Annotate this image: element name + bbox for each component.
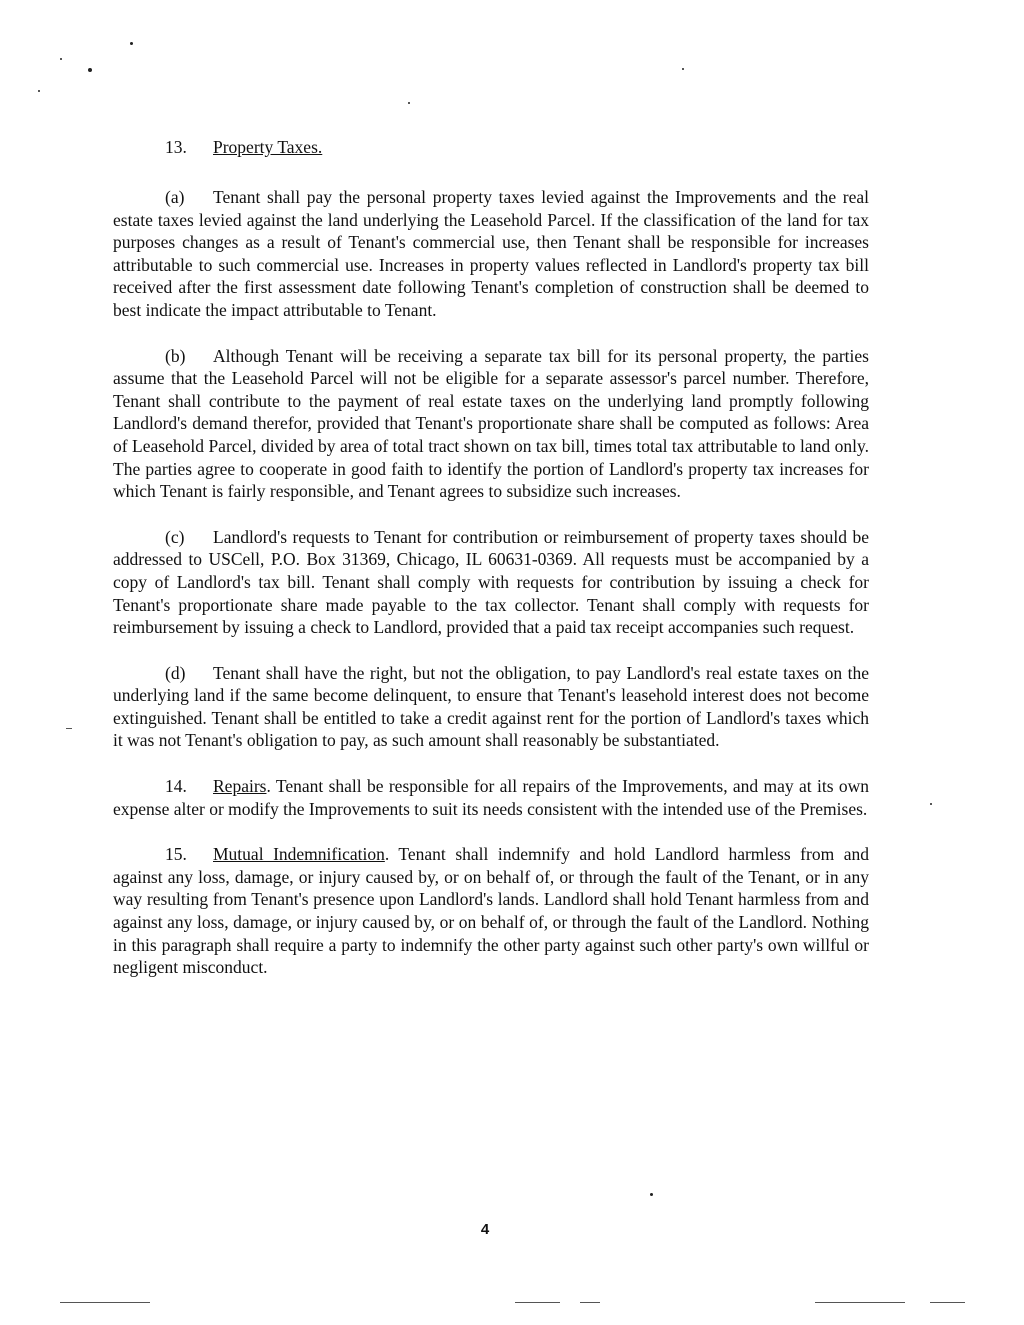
section-15 bbox=[113, 843, 869, 979]
section-13-title: Property Taxes. bbox=[213, 137, 323, 157]
paragraph-label: (b) bbox=[165, 345, 186, 366]
scan-speck bbox=[88, 68, 92, 72]
scan-speck bbox=[930, 803, 932, 805]
section-14-number: 14. bbox=[165, 776, 187, 797]
section-13-number: 13. bbox=[165, 137, 187, 157]
paragraph-13c bbox=[113, 526, 869, 639]
paragraph-text: Although Tenant will be receiving a separate tax bill for its personal property, the parties assume that the Leasehold Parcel will not be eligible for a separate assessor's parcel number. Therefore, Tenant shall contribute to the payment of real estate taxes on the underlying land promptly following Landlord's demand therefor, provided that Tenant's proportionate share shall be computed as follows: Area of Leasehold Parcel, divided by area of total tract shown on tax bill, times total tax attributable to land only. The parties agree to cooperate in good faith to identify the portion of Landlord's property tax increases for which Tenant is fairly responsible, and Tenant agrees to subsidize such increases. bbox=[113, 345, 869, 502]
paragraph-13d bbox=[113, 662, 869, 752]
scan-speck bbox=[682, 68, 684, 70]
section-15-number: 15. bbox=[165, 844, 187, 865]
paragraph-label: (d) bbox=[165, 662, 186, 683]
section-14-text: . Tenant shall be responsible for all repairs of the Improvements, and may at its own expense alter or modify the Improvements to suit its needs consistent with the intended use of the Premises. bbox=[113, 776, 869, 819]
scan-edge-mark bbox=[815, 1302, 905, 1303]
paragraph-text: Tenant shall pay the personal property taxes levied against the Improvements and the real estate taxes levied against the land underlying the Leasehold Parcel. If the classification of the land for tax purposes changes as a result of Tenant's commercial use, then Tenant shall be responsible for increases attributable to such commercial use. Increases in property values reflected in Landlord's property tax bill received after the first assessment date following Tenant's completion of construction shall be deemed to best indicate the impact attributable to Tenant. bbox=[113, 187, 869, 320]
scan-edge-mark bbox=[580, 1302, 600, 1303]
scan-speck bbox=[130, 42, 133, 45]
scan-edge-mark bbox=[60, 1302, 150, 1303]
section-14 bbox=[113, 775, 869, 820]
section-15-text: . Tenant shall indemnify and hold Landlord harmless from and against any loss, damage, or injury caused by, or on behalf of, or through the fault of the Tenant, or in any way resulting from Tenant's presence upon Landlord's lands. Landlord shall hold Tenant harmless from and against any loss, damage, or injury caused by, or on behalf of, or through the fault of the Landlord. Nothing in this paragraph shall require a party to indemnify the other party against such other party's own willful or negligent misconduct. bbox=[113, 844, 869, 978]
section-15-title: Mutual Indemnification bbox=[213, 844, 385, 865]
scan-edge-mark bbox=[66, 728, 72, 729]
document-body bbox=[113, 136, 869, 1002]
paragraph-label: (a) bbox=[165, 187, 185, 207]
scan-speck bbox=[650, 1193, 653, 1196]
scan-edge-mark bbox=[515, 1302, 560, 1303]
scan-speck bbox=[60, 58, 62, 60]
paragraph-13b bbox=[113, 345, 869, 503]
paragraph-text: Landlord's requests to Tenant for contribution or reimbursement of property taxes should be addressed to USCell, P.O. Box 31369, Chicago, IL 60631-0369. All requests must be accompanied by a copy of Landlord's tax bill. Tenant shall comply with requests for contribution by issuing a check for Tenant's proportionate share made payable to the tax collector. Tenant shall comply with requests for reimbursement by issuing a check to Landlord, provided that a paid tax receipt accompanies such request. bbox=[113, 526, 869, 638]
paragraph-label: (c) bbox=[165, 526, 185, 547]
paragraph-text: Tenant shall have the right, but not the obligation, to pay Landlord's real estate taxes on the underlying land if the same become delinquent, to ensure that Tenant's leasehold interest does not become extinguished. Tenant shall be entitled to take a credit against rent for the portion of Landlord's taxes which it was not Tenant's obligation to pay, as such amount shall reasonably be substantiated. bbox=[113, 662, 869, 751]
scan-edge-mark bbox=[930, 1302, 965, 1303]
section-14-title: Repairs bbox=[213, 776, 267, 797]
section-13-heading bbox=[165, 136, 869, 159]
page-number: 4 bbox=[480, 1221, 490, 1238]
scan-speck bbox=[38, 90, 40, 92]
scan-speck bbox=[408, 102, 410, 104]
paragraph-13a bbox=[113, 186, 869, 322]
